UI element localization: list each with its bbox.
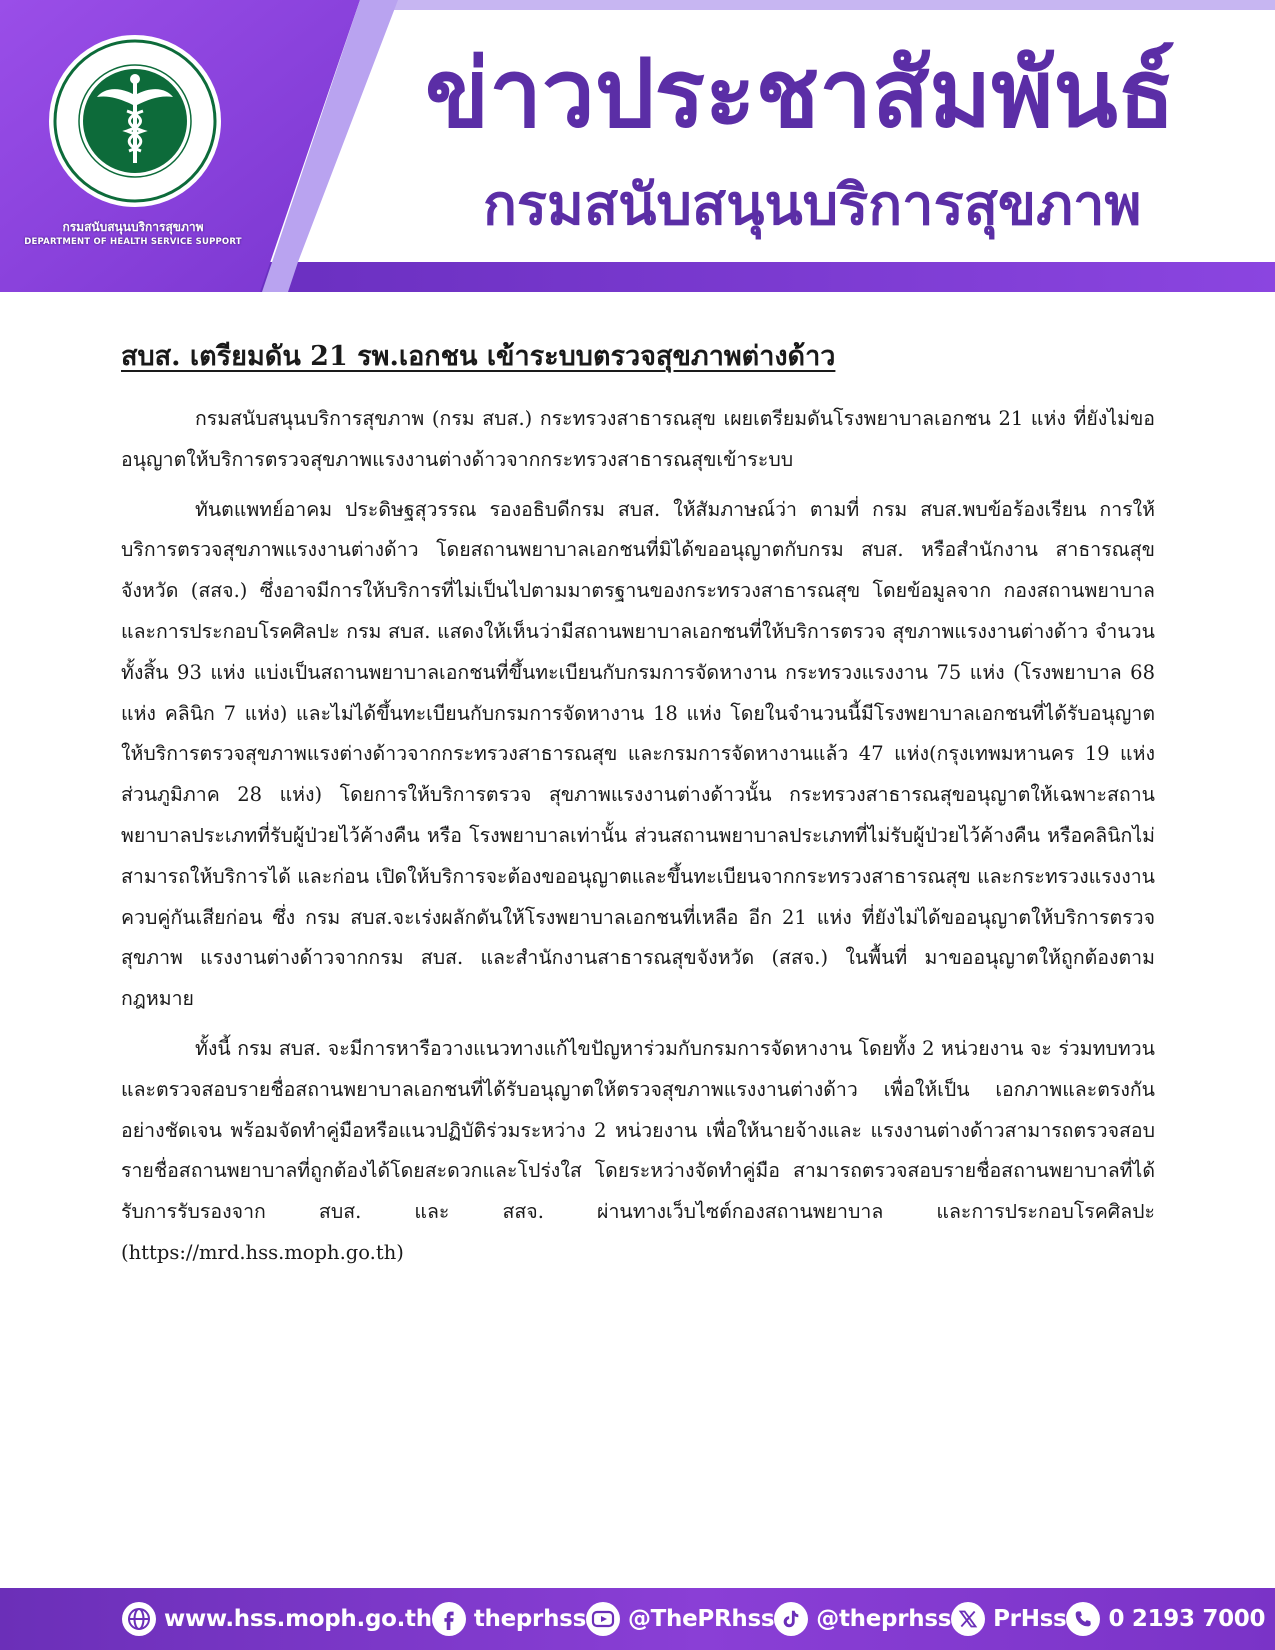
phone-icon (1066, 1602, 1100, 1636)
footer-contact-bar (0, 1588, 1275, 1650)
footer-website-label: www.hss.moph.go.th (164, 1606, 432, 1632)
footer-website[interactable] (122, 1602, 432, 1636)
banner-title: ข่าวประชาสัมพันธ์ (425, 40, 1175, 149)
youtube-icon (586, 1602, 620, 1636)
ministry-logo (47, 33, 223, 209)
footer-x[interactable] (951, 1602, 1066, 1636)
logo-department-th: กรมสนับสนุนบริการสุขภาพ (62, 220, 204, 234)
footer-tiktok[interactable] (774, 1602, 951, 1636)
header-banner (0, 0, 1275, 292)
tiktok-icon (774, 1602, 808, 1636)
footer-phone-label: 0 2193 7000 (1108, 1606, 1266, 1632)
footer-facebook[interactable] (432, 1602, 586, 1636)
footer-facebook-label: theprhss (473, 1606, 586, 1632)
footer-youtube[interactable] (586, 1602, 774, 1636)
footer-phone[interactable] (1066, 1602, 1265, 1636)
footer-tiktok-label: @theprhss (816, 1606, 952, 1632)
globe-icon (122, 1602, 156, 1636)
banner-subtitle: กรมสนับสนุนบริการสุขภาพ (483, 173, 1142, 238)
article-body (121, 399, 1155, 1283)
facebook-icon (432, 1602, 466, 1636)
article-paragraph-2: ทันตแพทย์อาคม ประดิษฐสุวรรณ รองอธิบดีกรม สบส. ให้สัมภาษณ์ว่า ตามที่ กรม สบส.พบข้อร้องเรียน การให้บริการตรวจสุขภาพแรงงานต่างด้าว โดยสถานพยาบาลเอกชนที่มิได้ขออนุญาตกับกรม สบส. หรือสำนักงาน สาธารณสุขจังหวัด (สสจ.) ซึ่งอาจมีการให้บริการที่ไม่เป็นไปตามมาตรฐานของกระทรวงสาธารณสุข โดยข้อมูลจาก กองสถานพยาบาลและการประกอบโรคศิลปะ กรม สบส. แสดงให้เห็นว่ามีสถานพยาบาลเอกชนที่ให้บริการตรวจ สุขภาพแรงงานต่างด้าว จำนวนทั้งสิ้น 93 แห่ง แบ่งเป็นสถานพยาบาลเอกชนที่ขึ้นทะเบียนกับกรมการจัดหางาน กระทรวงแรงงาน 75 แห่ง (โรงพยาบาล 68 แห่ง คลินิก 7 แห่ง) และไม่ได้ขึ้นทะเบียนกับกรมการจัดหางาน 18 แห่ง โดยในจำนวนนี้มีโรงพยาบาลเอกชนที่ได้รับอนุญาตให้บริการตรวจสุขภาพแรงต่างด้าวจากกระทรวงสาธารณสุข และกรมการจัดหางานแล้ว 47 แห่ง(กรุงเทพมหานคร 19 แห่ง ส่วนภูมิภาค 28 แห่ง) โดยการให้บริการตรวจ สุขภาพแรงงานต่างด้าวนั้น กระทรวงสาธารณสุขอนุญาตให้เฉพาะสถานพยาบาลประเภทที่รับผู้ป่วยไว้ค้างคืน หรือ โรงพยาบาลเท่านั้น ส่วนสถานพยาบาลประเภทที่ไม่รับผู้ป่วยไว้ค้างคืน หรือคลินิกไม่สามารถให้บริการได้ และก่อน เปิดให้บริการจะต้องขออนุญาตและขึ้นทะเบียนจากกระทรวงสาธารณสุข และกระทรวงแรงงานควบคู่กันเสียก่อน ซึ่ง กรม สบส.จะเร่งผลักดันให้โรงพยาบาลเอกชนที่เหลือ อีก 21 แห่ง ที่ยังไม่ได้ขออนุญาตให้บริการตรวจสุขภาพ แรงงานต่างด้าวจากกรม สบส. และสำนักงานสาธารณสุขจังหวัด (สสจ.) ในพื้นที่ มาขออนุญาตให้ถูกต้องตาม กฎหมาย (121, 497, 1155, 1011)
logo-department-en: DEPARTMENT OF HEALTH SERVICE SUPPORT (24, 237, 242, 247)
article-paragraph-1: กรมสนับสนุนบริการสุขภาพ (กรม สบส.) กระทรวงสาธารณสุข เผยเตรียมดันโรงพยาบาลเอกชน 21 แห่ง ที่ยังไม่ขออนุญาตให้บริการตรวจสุขภาพแรงงานต่างด้าวจากกระทรวงสาธารณสุขเข้าระบบ (121, 407, 1155, 471)
footer-x-label: PrHss (993, 1606, 1067, 1632)
article-paragraph-3: ทั้งนี้ กรม สบส. จะมีการหารือวางแนวทางแก้ไขปัญหาร่วมกับกรมการจัดหางาน โดยทั้ง 2 หน่วยงาน จะ ร่วมทบทวน และตรวจสอบรายชื่อสถานพยาบาลเอกชนที่ได้รับอนุญาตให้ตรวจสุขภาพแรงงานต่างด้าว เพื่อให้เป็น เอกภาพและตรงกันอย่างชัดเจน พร้อมจัดทำคู่มือหรือแนวปฏิบัติร่วมระหว่าง 2 หน่วยงาน เพื่อให้นายจ้างและ แรงงานต่างด้าวสามารถตรวจสอบรายชื่อสถานพยาบาลที่ถูกต้องได้โดยสะดวกและโปร่งใส โดยระหว่างจัดทำคู่มือ สามารถตรวจสอบรายชื่อสถานพยาบาลที่ได้รับการรับรองจาก สบส. และ สสจ. ผ่านทางเว็บไซต์กองสถานพยาบาล และการประกอบโรคศิลปะ (https://mrd.hss.moph.go.th) (121, 1036, 1155, 1264)
footer-youtube-label: @ThePRhss (627, 1606, 775, 1632)
x-icon (951, 1602, 985, 1636)
article-headline: สบส. เตรียมดัน 21 รพ.เอกชน เข้าระบบตรวจสุขภาพต่างด้าว (121, 341, 836, 372)
